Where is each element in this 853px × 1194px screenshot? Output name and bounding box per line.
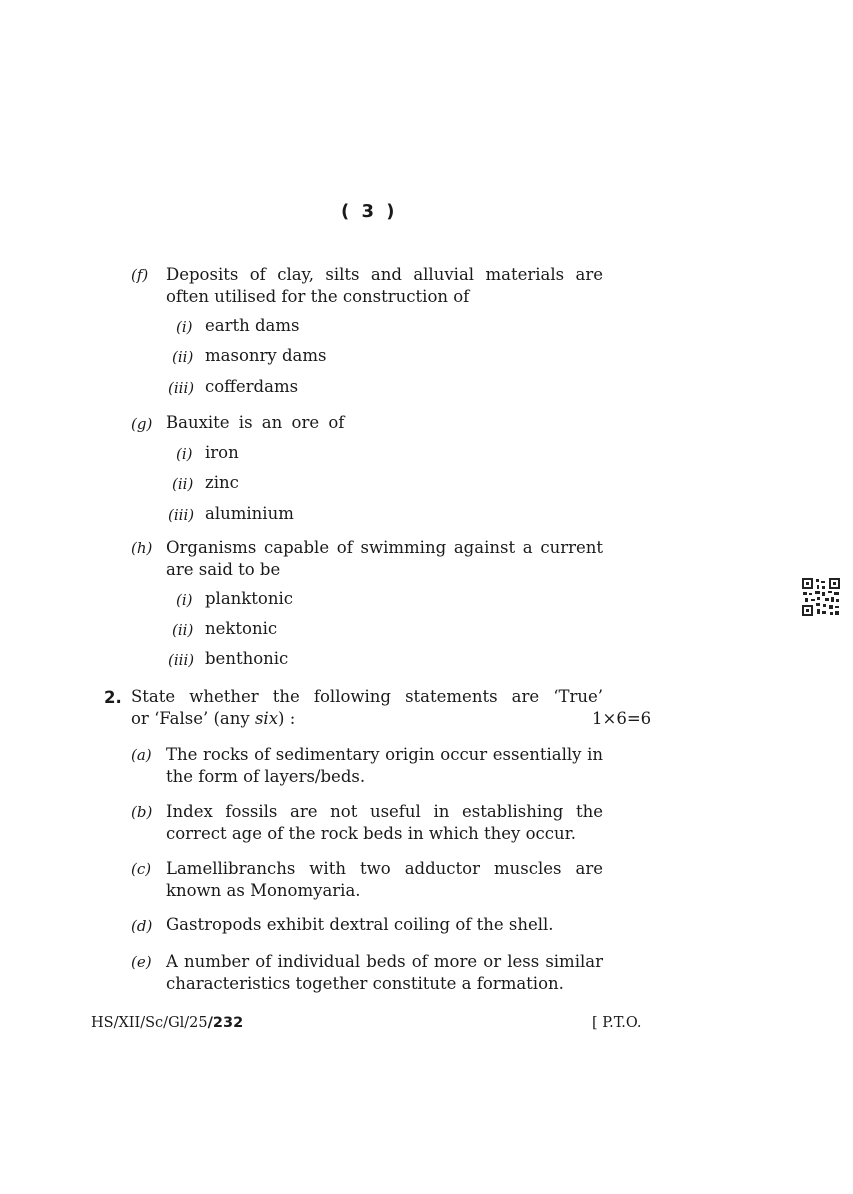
option-label: (ii)	[172, 621, 194, 639]
item-label: (d)	[131, 917, 153, 935]
item-label: (c)	[131, 860, 152, 878]
option-text: iron	[205, 443, 239, 462]
item-label: (b)	[131, 803, 153, 821]
option-text: cofferdams	[205, 377, 299, 396]
option-text: aluminium	[205, 504, 294, 523]
question-text: Deposits of clay, silts and alluvial materials are often utilised for the construction of	[166, 265, 603, 306]
pto-label: [ P.T.O.	[592, 1015, 642, 1031]
paper-code: HS/XII/Sc/Gl/25/232	[91, 1015, 244, 1031]
question-label: (f)	[131, 266, 149, 284]
option-text: planktonic	[205, 589, 294, 608]
item-text: Index fossils are not useful in establishing the correct age of the rock beds in which they occur.	[166, 802, 603, 843]
option-label: (iii)	[168, 506, 195, 524]
marks: 1×6=6	[592, 709, 652, 728]
option-text: benthonic	[205, 649, 289, 668]
option-text: zinc	[205, 473, 239, 492]
question-2-line2: or ‘False’ (any six) :	[131, 709, 296, 728]
option-label: (ii)	[172, 475, 194, 493]
item-text: A number of individual beds of more or less similar characteristics together constitute a formation.	[166, 952, 603, 993]
item-text: Gastropods exhibit dextral coiling of the shell.	[166, 915, 554, 934]
question-text: Organisms capable of swimming against a current are said to be	[166, 538, 603, 579]
option-label: (iii)	[168, 651, 195, 669]
question-text: Bauxite is an ore of	[166, 413, 345, 432]
item-text: The rocks of sedimentary origin occur essentially in the form of layers/beds.	[166, 745, 603, 786]
question-label: (h)	[131, 539, 153, 557]
question-number: 2.	[104, 688, 122, 707]
qr-code-icon	[801, 577, 841, 617]
item-label: (e)	[131, 953, 152, 971]
item-text: Lamellibranchs with two adductor muscles are known as Monomyaria.	[166, 859, 603, 900]
question-2-line1: State whether the following statements are ‘True’	[131, 687, 603, 706]
question-label: (g)	[131, 415, 153, 433]
option-text: earth dams	[205, 316, 300, 335]
option-label: (i)	[176, 591, 193, 609]
option-label: (ii)	[172, 348, 194, 366]
item-label: (a)	[131, 746, 152, 764]
option-label: (i)	[176, 445, 193, 463]
page-number: ( 3 )	[341, 201, 398, 222]
option-text: masonry dams	[205, 346, 327, 365]
option-label: (i)	[176, 318, 193, 336]
option-text: nektonic	[205, 619, 278, 638]
option-label: (iii)	[168, 379, 195, 397]
